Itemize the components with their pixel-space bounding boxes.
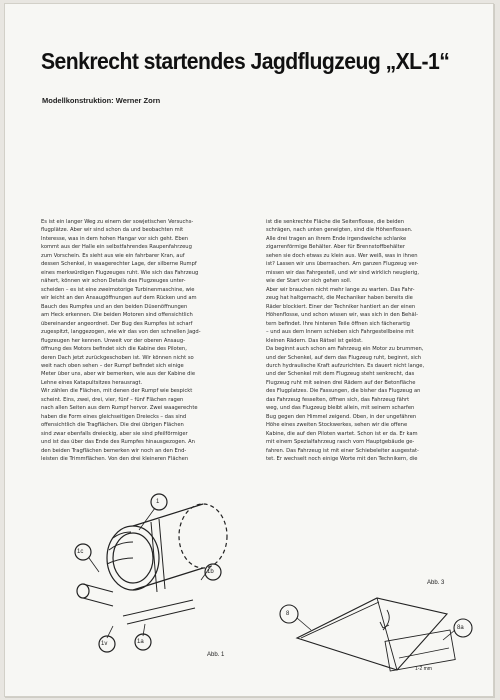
text-line: missen wir das Fahrgestell, und wir sind wirklich neugierig, <box>266 269 419 276</box>
text-line: ist? Lassen wir uns überraschen. Am ganzen Flugzeug ver- <box>266 261 419 268</box>
text-line: und ist das über das Ende des Rumpfes hinausgezogen. An <box>41 439 195 446</box>
label-1v: 1v <box>101 641 108 647</box>
text-line: tern befindet. Ihre hinteren Teile öffnen sich fächerartig <box>266 320 410 327</box>
text-line: flugplätze. Aber wir sind schon da und beobachten mit <box>41 227 184 234</box>
text-line: zeug hat haltgemacht, die Mechaniker haben bereits die <box>266 295 413 302</box>
text-line: kleinen Rädern. Das Rätsel ist gelöst. <box>266 337 363 344</box>
text-line: sehen sie doch etwas zu klein aus. Wer weiß, was in ihnen <box>266 252 418 259</box>
text-line: Wir zählen die Flächen, mit denen der Rumpf wie bespickt <box>41 388 193 395</box>
text-line: Bauch des Rumpfes und an den beiden Düsenöffnungen <box>41 303 188 310</box>
article-title: Senkrecht startendes Jagdflugzeug „XL-1“ <box>41 48 450 74</box>
text-line: mit einem Spezialfahrzeug rasch vom Hauptgebäude ge- <box>266 439 415 446</box>
sheet-outline <box>297 598 447 670</box>
figure-3-drawing <box>267 578 477 688</box>
text-line: durch hydraulische Kraft aufzurichten. Es dauert nicht lange, <box>266 362 425 369</box>
magazine-page <box>4 3 494 697</box>
label-1c: 1c <box>77 549 84 555</box>
text-line: – und aus dem Innern schieben sich Fahrgestellbeine mit <box>266 329 414 336</box>
text-line: und der Schenkel mit dem Flugzeug steht senkrecht, das <box>266 371 415 378</box>
text-line: das Fahrzeug fesselten, öffnen sich, das Fahrzeug fährt <box>266 396 410 403</box>
text-line: schrägen, nach unten geneigten, sind die Höhenflossen. <box>266 227 413 234</box>
text-line: zum Vorschein. Es sieht aus wie ein fahrbarer Kran, auf <box>41 252 185 259</box>
label-1b: 1b <box>207 569 214 575</box>
label-1a: 1a <box>137 639 144 645</box>
text-line: scheiden – es ist eine zweimotorige Turbinenmaschine, wie <box>41 286 195 293</box>
text-line: nähert, können wir schon Details des Flugzeuges unter- <box>41 278 186 285</box>
text-line: Interesse, was in dem hohen Hangar vor sich geht. Eben <box>41 235 189 242</box>
text-line: ist die senkrechte Fläche die Seitenflosse, die beiden <box>266 219 405 225</box>
article-byline: Modellkonstruktion: Werner Zorn <box>42 96 161 105</box>
text-line: Aber wir brauchen nicht mehr lange zu warten. Das Fahr- <box>266 286 415 293</box>
text-line: nach allen Seiten aus dem Rumpf hervor. Zwei waagerechte <box>41 405 198 412</box>
text-line: öffnung des Motors befindet sich die Kabine des Piloten, <box>41 346 187 353</box>
text-line: kommt aus der Halle ein selbstfahrendes Raupenfahrzeug <box>41 244 192 251</box>
text-line: haben die Form eines gleichseitigen Dreiecks – das sind <box>41 413 187 420</box>
text-line: Höhenflosse, und schon wissen wir, was sich in den Behäl- <box>266 312 419 319</box>
text-line: leisten die Trimmflächen. Von den drei kleineren Flächen <box>41 456 189 463</box>
text-line: weg, und das Flugzeug bleibt allein, mit seinem scharfen <box>266 405 415 412</box>
text-line: Es ist ein langer Weg zu einem der sowjetischen Versuchs- <box>41 219 194 225</box>
text-line: Lehne eines Katapultsitzes herausragt. <box>41 379 143 386</box>
text-line: den beiden Tragflächen bemerken wir noch an den End- <box>41 447 187 454</box>
text-line: Meter über uns, aber wir bemerken, wie aus der Kabine die <box>41 371 196 378</box>
text-line: am Heck erkennen. Die beiden Motoren sind offensichtlich <box>41 312 193 319</box>
text-line: Da beginnt auch schon am Fahrzeug ein Motor zu brummen, <box>266 346 424 353</box>
label-8: 8 <box>286 611 290 617</box>
text-line: zugespitzt, langgezogen, wie wir das von den schnellen Jagd- <box>41 329 201 336</box>
text-line: zigarrenförmige Behälter. Aber für Brennstoffbehälter <box>266 244 405 251</box>
text-line: scheint. Eins, zwei, drei, vier, fünf – fünf Flächen ragen <box>41 396 184 403</box>
text-line: des Flugplatzes. Die Fassungen, die bisher das Flugzeug an <box>266 388 421 395</box>
article-left-column <box>41 218 241 464</box>
article-right-column <box>266 218 466 464</box>
text-line: fahren. Das Fahrzeug ist mit einer Schiebeleiter ausgestat- <box>266 447 419 454</box>
label-8a: 8a <box>457 625 464 631</box>
text-line: weit nach oben sehen – der Rumpf befindet sich einige <box>41 362 184 369</box>
text-line: flugzeugen her kennen. Unweit vor der oberen Ansaug- <box>41 337 186 344</box>
text-line: dessen Schenkel, in waagerechter Lage, der silberne Rumpf <box>41 261 197 268</box>
dimension-label: 1-2 mm <box>415 666 432 672</box>
figure-3-caption: Abb. 3 <box>427 580 445 586</box>
text-line: Bug gegen den Himmel zeigend. Oben, in der ungefähren <box>266 413 417 420</box>
label-1: 1 <box>156 499 160 505</box>
text-line: Flugzeug ruht mit seinen drei Rädern auf der Betonfläche <box>266 379 416 386</box>
text-line: offensichtlich die Tragflächen. Die drei übrigen Flächen <box>41 422 184 429</box>
text-line: eines merkwürdigen Flugzeuges ruht. Wie sich das Fahrzeug <box>41 269 199 276</box>
text-line: Räder blockiert. Einer der Techniker hantiert an der einen <box>266 303 416 310</box>
text-line: wie der Start vor sich gehen soll. <box>266 278 352 285</box>
text-line: Höhe eines zweiten Stockwerkes, sehen wir die offene <box>266 422 408 429</box>
text-line: und der Schenkel, auf dem das Flugzeug ruht, beginnt, sich <box>266 354 421 361</box>
figure-1-drawing <box>43 476 243 676</box>
text-line: tet. Er wechselt noch einige Worte mit den Technikern, die <box>266 456 418 463</box>
text-line: deren Dach jetzt zurückgeschoben ist. Wir können nicht so <box>41 354 194 361</box>
text-line: Alle drei tragen an ihrem Ende irgendwelche schlanke <box>266 235 407 242</box>
text-line: wir leicht an den Ansaugöffnungen auf dem Rücken und am <box>41 295 197 302</box>
text-line: übereinander angeordnet. Der Bug des Rumpfes ist scharf <box>41 320 193 327</box>
text-line: sind zwar ebenfalls dreieckig, aber sie sind pfeilförmiger <box>41 430 188 437</box>
text-line: Kabine, die auf den Piloten wartet. Schon ist er da. Er kam <box>266 430 418 437</box>
figure-1-caption: Abb. 1 <box>207 652 225 658</box>
